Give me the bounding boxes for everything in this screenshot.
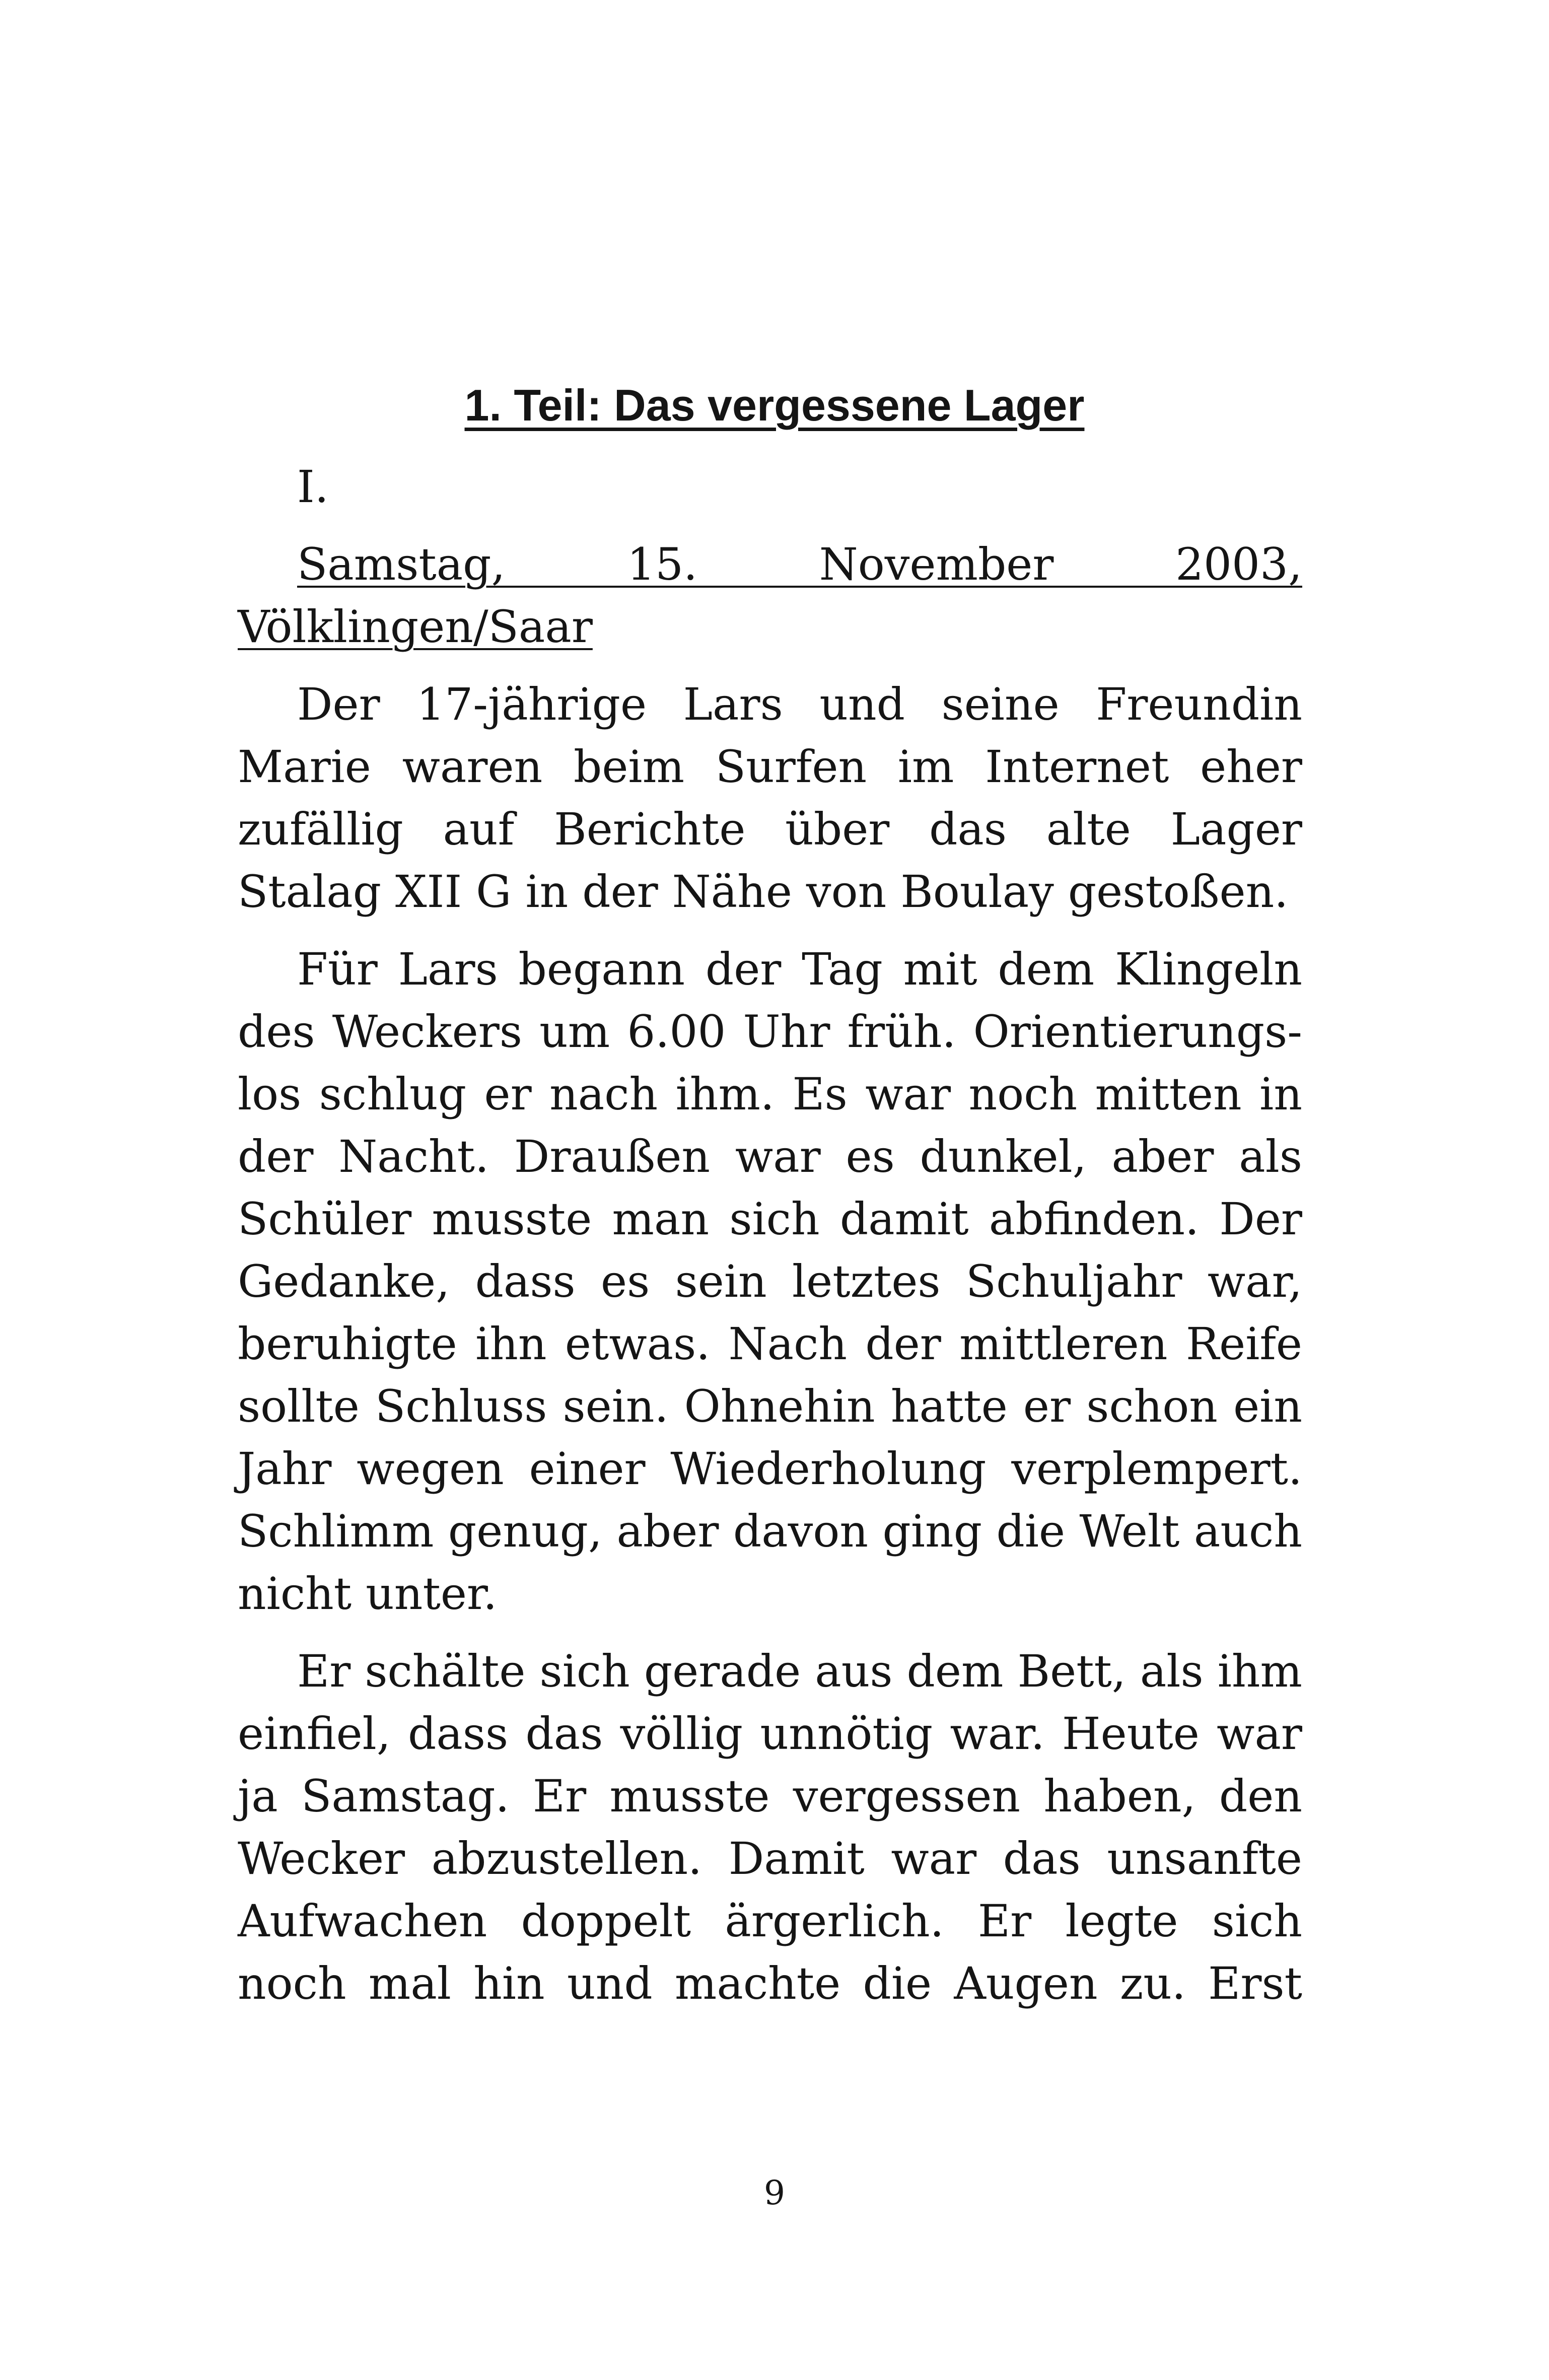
page-number: 9 xyxy=(764,2174,785,2212)
paragraph: Der 17-jährige Lars und seine Freundin Marie waren beim Surfen im Internet eher zufällig auf Berichte über das alte Lager Stalag XII G in der Nähe von Boulay gestoßen. xyxy=(238,678,1302,918)
chapter-title-text: 1. Teil: Das vergessene Lager xyxy=(464,380,1085,430)
dateline xyxy=(238,533,1302,658)
chapter-title xyxy=(0,373,1549,438)
paragraph: Er schälte sich gerade aus dem Bett, als ihm einfiel, dass das völlig unnötig war. Heute war ja Samstag. Er musste vergessen haben, den Wecker abzustellen. Damit war das unsanfte Aufwachen doppelt ärgerlich. Er legte sich noch mal hin und machte die Augen zu. Erst xyxy=(238,1645,1302,2009)
dateline-text: Samstag, 15. November 2003, Völklingen/Saar xyxy=(238,538,1302,653)
section-number: I. xyxy=(297,461,329,513)
body-text xyxy=(238,456,1302,2015)
paragraph: Für Lars begann der Tag mit dem Klingeln des Weckers um 6.00 Uhr früh. Orientierungs-los schlug er nach ihm. Es war noch mitten in der Nacht. Draußen war es dunkel, aber als Schüler musste man sich damit abfinden. Der Gedanke, dass es sein letztes Schuljahr war, beruhigte ihn etwas. Nach der mittleren Reife sollte Schluss sein. Ohnehin hatte er schon ein Jahr wegen einer Wiederholung verplempert. Schlimm genug, aber davon ging die Welt auch nicht unter. xyxy=(238,943,1302,1620)
